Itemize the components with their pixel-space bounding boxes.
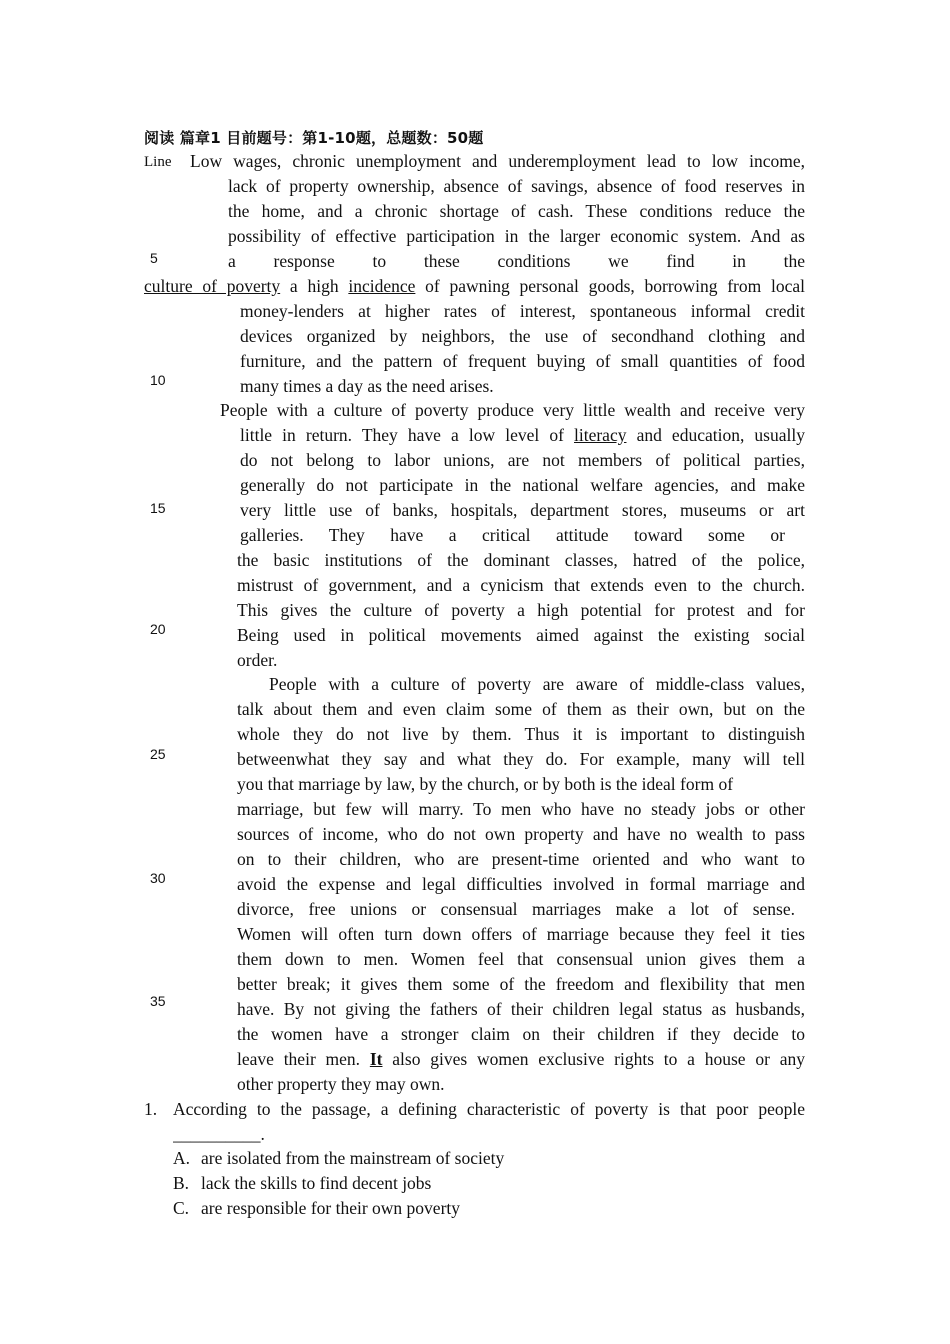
- passage-line: sources of income, who do not own property and have no wealth to pass: [237, 824, 805, 844]
- line-number-35: 35: [150, 993, 166, 1009]
- passage-line: Women will often turn down offers of marriage because they feel it ties: [237, 924, 805, 944]
- passage-line: very little use of banks, hospitals, department stores, museums or art: [240, 500, 805, 520]
- passage-line: possibility of effective participation in the larger economic system. And as: [228, 226, 805, 246]
- line-number-15: 15: [150, 500, 166, 516]
- passage-line: many times a day as the need arises.: [240, 376, 494, 396]
- question-number: 1.: [144, 1099, 158, 1119]
- passage-line: lack of property ownership, absence of savings, absence of food reserves in: [228, 176, 805, 196]
- passage-line: culture of poverty a high incidence of pawning personal goods, borrowing from local: [144, 276, 805, 296]
- passage-line: order.: [237, 650, 278, 670]
- passage-line: This gives the culture of poverty a high potential for protest and for: [237, 600, 805, 620]
- passage-line: generally do not participate in the national welfare agencies, and make: [240, 475, 805, 495]
- passage-line: avoid the expense and legal difficulties involved in formal marriage and: [237, 874, 805, 894]
- passage-line: talk about them and even claim some of them as their own, but on the: [237, 699, 805, 719]
- underlined-term-literacy: literacy: [574, 425, 627, 445]
- passage-line: money-lenders at higher rates of interest, spontaneous informal credit: [240, 301, 805, 321]
- passage-line: devices organized by neighbors, the use of secondhand clothing and: [240, 326, 805, 346]
- line-number-25: 25: [150, 746, 166, 762]
- passage-line: leave their men. It also gives women exclusive rights to a house or any: [237, 1049, 805, 1069]
- option-letter: B.: [173, 1173, 190, 1193]
- page-header: 阅读 篇章1 目前题号：第1-10题，总题数：50题: [144, 129, 484, 147]
- underlined-term-culture-of-poverty: culture of poverty: [144, 276, 281, 296]
- passage-line: betweenwhat they say and what they do. For example, many will tell: [237, 749, 805, 769]
- question-stem: According to the passage, a defining characteristic of poverty is that poor people: [173, 1099, 805, 1119]
- passage-line: mistrust of government, and a cynicism that extends even to the church.: [237, 575, 805, 595]
- passage-line: whole they do not live by them. Thus it is important to distinguish: [237, 724, 805, 744]
- line-number-30: 30: [150, 870, 166, 886]
- passage-line: divorce, free unions or consensual marriages make a lot of sense.: [237, 899, 795, 919]
- option-text: are isolated from the mainstream of society: [201, 1148, 505, 1168]
- passage-line: have. By not giving the fathers of their children legal status as husbands,: [237, 999, 805, 1019]
- passage-line: better break; it gives them some of the freedom and flexibility that men: [237, 974, 805, 994]
- line-label: Line: [144, 154, 172, 170]
- line-number-20: 20: [150, 621, 166, 637]
- passage-line: the basic institutions of the dominant classes, hatred of the police,: [237, 550, 805, 570]
- option-text: are responsible for their own poverty: [201, 1198, 461, 1218]
- passage-line: the home, and a chronic shortage of cash. These conditions reduce the: [228, 201, 805, 221]
- passage-line: People with a culture of poverty produce very little wealth and receive very: [220, 400, 805, 420]
- underlined-term-incidence: incidence: [348, 276, 416, 296]
- passage-line: galleries. They have a critical attitude toward some or: [240, 525, 785, 545]
- passage-line: marriage, but few will marry. To men who have no steady jobs or other: [237, 799, 805, 819]
- question-answer-blank: __________.: [173, 1124, 265, 1144]
- passage-line: little in return. They have a low level of literacy and education, usually: [240, 425, 805, 445]
- passage-line: People with a culture of poverty are aware of middle-class values,: [269, 674, 805, 694]
- passage-line: you that marriage by law, by the church, or by both is the ideal form of: [237, 774, 734, 794]
- passage-line: the women have a stronger claim on their children if they decide to: [237, 1024, 805, 1044]
- passage-line: them down to men. Women feel that consensual union gives them a: [237, 949, 805, 969]
- passage-line: do not belong to labor unions, are not members of political parties,: [240, 450, 805, 470]
- option-letter: C.: [173, 1198, 190, 1218]
- passage-line: on to their children, who are present-time oriented and who want to: [237, 849, 805, 869]
- line-number-10: 10: [150, 372, 166, 388]
- passage-line: Low wages, chronic unemployment and underemployment lead to low income,: [190, 151, 805, 171]
- passage-line: a response to these conditions we find in the: [228, 251, 805, 271]
- passage-line: other property they may own.: [237, 1074, 445, 1094]
- underlined-term-it: It: [369, 1049, 383, 1069]
- line-number-5: 5: [150, 250, 158, 266]
- passage-line: Being used in political movements aimed against the existing social: [237, 625, 805, 645]
- passage-line: furniture, and the pattern of frequent buying of small quantities of food: [240, 351, 805, 371]
- option-text: lack the skills to find decent jobs: [201, 1173, 432, 1193]
- option-letter: A.: [173, 1148, 191, 1168]
